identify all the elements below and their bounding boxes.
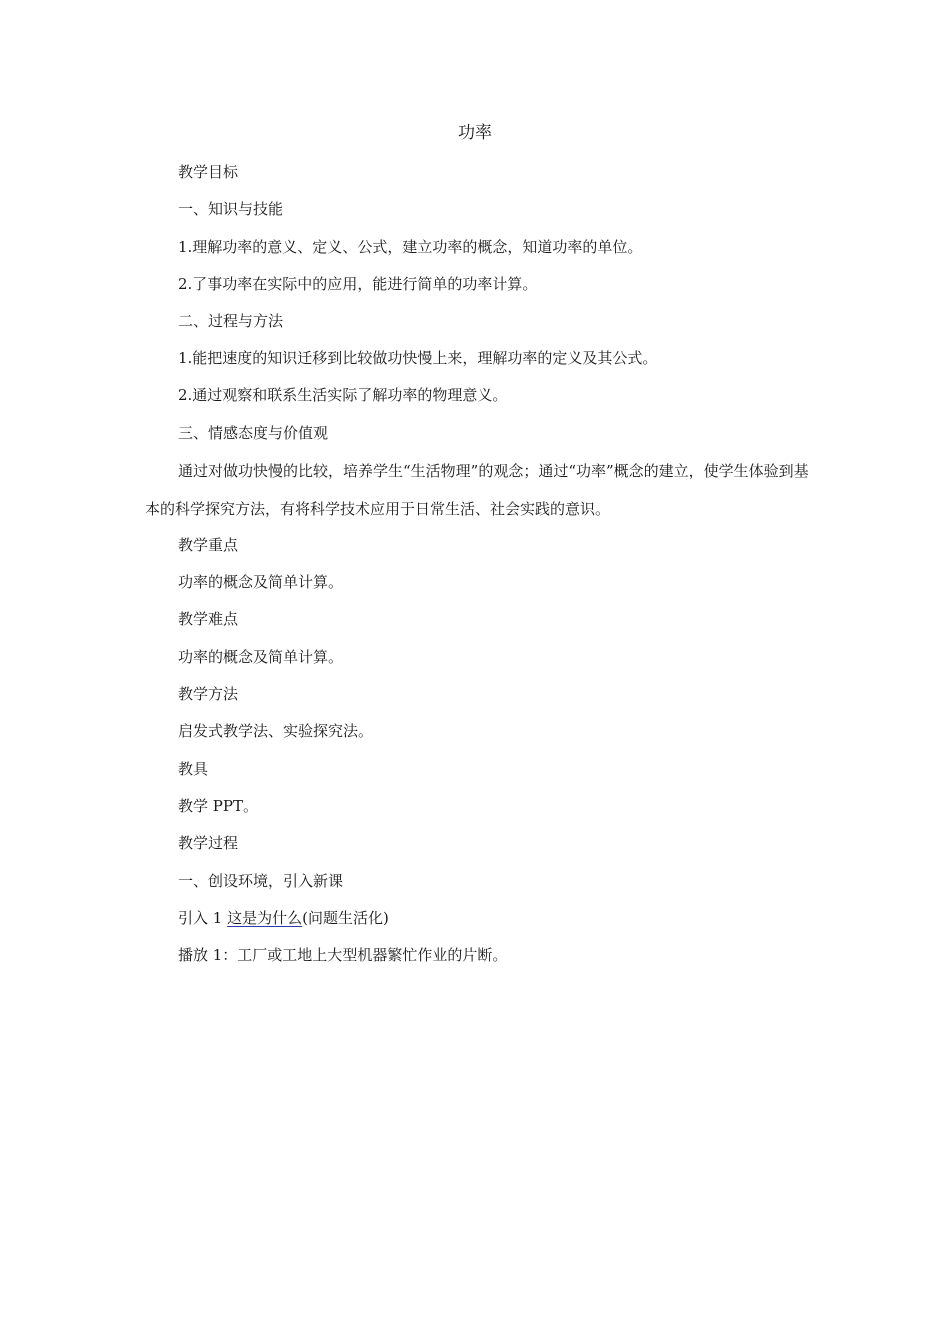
tools-heading: 教具 [178, 760, 209, 778]
objectives-heading: 教学目标 [178, 163, 239, 181]
difficulty-heading: 教学难点 [178, 610, 239, 628]
knowledge-item-1: 1.理解功率的意义、定义、公式，建立功率的概念，知道功率的单位。 [178, 238, 643, 256]
process-item-1: 1.能把速度的知识迁移到比较做功快慢上来，理解功率的定义及其公式。 [178, 349, 658, 367]
document-title: 功率 [458, 123, 492, 143]
emotion-heading: 三、情感态度与价值观 [178, 424, 329, 442]
key-point-text: 功率的概念及简单计算。 [178, 573, 344, 591]
teaching-process-heading: 教学过程 [178, 834, 239, 852]
play-1: 播放 1：工厂或工地上大型机器繁忙作业的片断。 [178, 946, 508, 964]
process-heading: 二、过程与方法 [178, 312, 284, 330]
process-item-2: 2.通过观察和联系生活实际了解功率的物理意义。 [178, 386, 508, 404]
method-heading: 教学方法 [178, 685, 239, 703]
intro-link[interactable]: 这是为什么 [227, 909, 303, 927]
knowledge-item-2: 2.了事功率在实际中的应用，能进行简单的功率计算。 [178, 275, 538, 293]
knowledge-heading: 一、知识与技能 [178, 200, 284, 218]
difficulty-text: 功率的概念及简单计算。 [178, 648, 344, 666]
step1-heading: 一、创设环境，引入新课 [178, 872, 344, 890]
intro-suffix: (问题生活化) [302, 909, 389, 927]
key-point-heading: 教学重点 [178, 536, 239, 554]
emotion-paragraph: 通过对做功快慢的比较，培养学生“生活物理”的观念；通过“功率”概念的建立，使学生体验到基本的科学探究方法，有将科学技术应用于日常生活、社会实践的意识。 [145, 462, 809, 518]
method-text: 启发式教学法、实验探究法。 [178, 722, 374, 740]
tools-text: 教学 PPT。 [178, 797, 258, 815]
intro-line [178, 907, 389, 929]
intro-prefix: 引入 1 [178, 909, 228, 927]
